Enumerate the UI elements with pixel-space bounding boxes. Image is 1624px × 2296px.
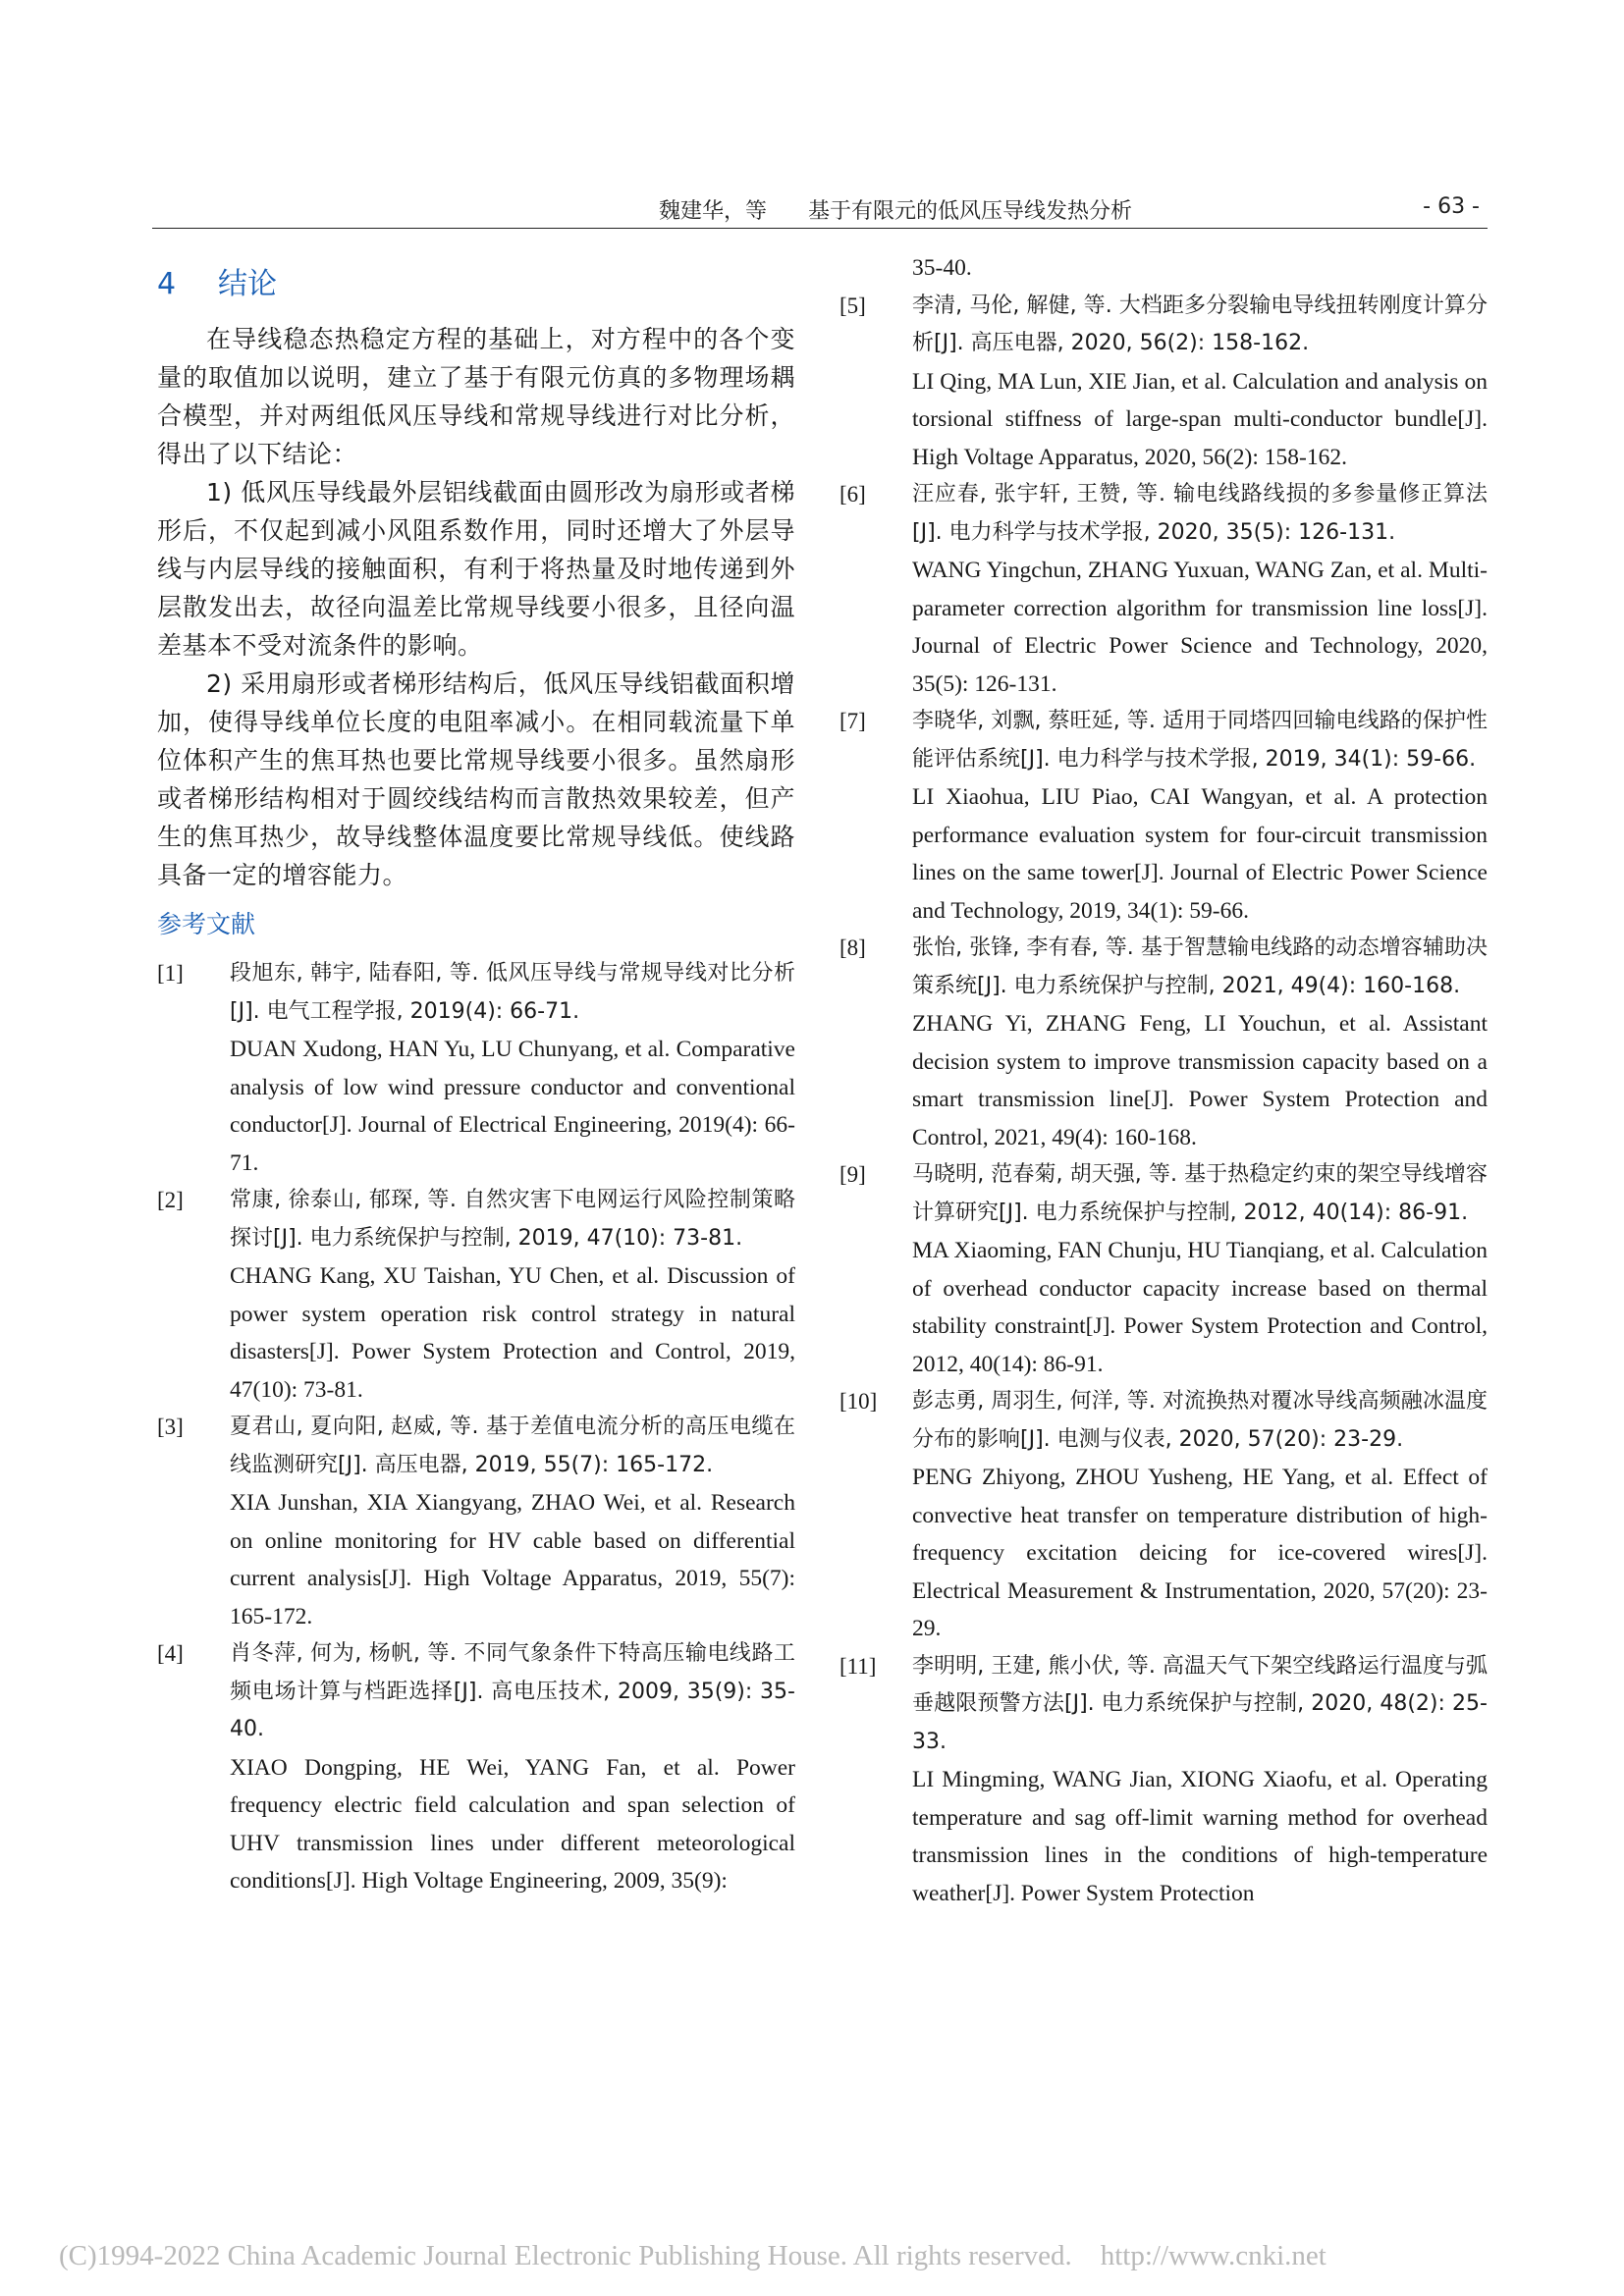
- reference-cn: 夏君山, 夏向阳, 赵威, 等. 基于差值电流分析的高压电缆在线监测研究[J]. 高压电器, 2019, 55(7): 165-172.: [230, 1415, 795, 1477]
- reference-item: [157, 1182, 795, 1409]
- reference-number: [7]: [839, 709, 866, 733]
- reference-en: CHANG Kang, XU Taishan, YU Chen, et al. Discussion of power system operation risk control strategy in natural disasters[J]. Power System Protection and Control, 2019, 47(10): 73-81.: [230, 1263, 795, 1403]
- right-column: [839, 255, 1488, 1912]
- reference-cn: 李晓华, 刘飘, 蔡旺延, 等. 适用于同塔四回输电线路的保护性能评估系统[J]. 电力科学与技术学报, 2019, 34(1): 59-66.: [912, 709, 1488, 772]
- section-number: 4: [157, 267, 177, 301]
- reference-en: LI Xiaohua, LIU Piao, CAI Wangyan, et al. A protection performance evaluation system for four-circuit transmission lines on the same tower[J]. Journal of Electric Power Science and Technology, 2019, 34(1): 59-66.: [912, 784, 1488, 924]
- section-title: 结论: [218, 267, 277, 301]
- reference-item: [839, 930, 1488, 1156]
- reference-cn: 李明明, 王建, 熊小伏, 等. 高温天气下架空线路运行温度与弧垂越限预警方法[J]. 电力系统保护与控制, 2020, 48(2): 25-33.: [912, 1653, 1488, 1754]
- reference-number: [4]: [157, 1641, 184, 1666]
- reference-en: WANG Yingchun, ZHANG Yuxuan, WANG Zan, et al. Multi-parameter correction algorithm for transmission line loss[J]. Journal of Electric Power Science and Technology, 2020, 35(5): 126-131.: [912, 558, 1488, 697]
- left-column: [157, 263, 795, 1900]
- reference-cn: 彭志勇, 周羽生, 何洋, 等. 对流换热对覆冰导线高频融冰温度分布的影响[J]. 电测与仪表, 2020, 57(20): 23-29.: [912, 1389, 1488, 1452]
- reference-number: [3]: [157, 1415, 184, 1439]
- reference-number: [2]: [157, 1188, 184, 1212]
- reference-cn: 肖冬萍, 何为, 杨帆, 等. 不同气象条件下特高压输电线路工频电场计算与档距选择[J]. 高电压技术, 2009, 35(9): 35-40.: [230, 1641, 795, 1741]
- reference-cn: 马晓明, 范春菊, 胡天强, 等. 基于热稳定约束的架空导线增容计算研究[J]. 电力系统保护与控制, 2012, 40(14): 86-91.: [912, 1162, 1488, 1225]
- reference-number: [9]: [839, 1162, 866, 1187]
- reference-number: [11]: [839, 1653, 877, 1679]
- header-center: [659, 194, 1132, 225]
- reference-en: PENG Zhiyong, ZHOU Yusheng, HE Yang, et al. Effect of convective heat transfer on temperature distribution of high-frequency excitation deicing for ice-covered wires[J]. Electrical Measurement & Instrumentation, 2020, 57(20): 23-29.: [912, 1465, 1488, 1641]
- paragraph: 在导线稳态热稳定方程的基础上，对方程中的各个变量的取值加以说明，建立了基于有限元仿真的多物理场耦合模型，并对两组低风压导线和常规导线进行对比分析，得出了以下结论：: [157, 325, 795, 468]
- reference-continuation: 35-40.: [912, 255, 972, 281]
- reference-en: MA Xiaoming, FAN Chunju, HU Tianqiang, et al. Calculation of overhead conductor capacity increase based on thermal stability constraint[J]. Power System Protection and Control, 2012, 40(14): 86-91.: [912, 1238, 1488, 1377]
- reference-en: LI Mingming, WANG Jian, XIONG Xiaofu, et al. Operating temperature and sag off-limit warning method for overhead transmission lines in the conditions of high-temperature weather[J]. Power System Protection: [912, 1767, 1488, 1906]
- reference-item: [839, 1648, 1488, 1913]
- paragraph: 1) 低风压导线最外层铝线截面由圆形改为扇形或者梯形后，不仅起到减小风阻系数作用，同时还增大了外层导线与内层导线的接触面积，有利于将热量及时地传递到外层散发出去，故径向温差比常规导线要小很多，且径向温差基本不受对流条件的影响。: [157, 478, 795, 660]
- reference-en: XIA Junshan, XIA Xiangyang, ZHAO Wei, et al. Research on online monitoring for HV cable based on differential current analysis[J]. High Voltage Apparatus, 2019, 55(7): 165-172.: [230, 1490, 795, 1629]
- reference-en: ZHANG Yi, ZHANG Feng, LI Youchun, et al. Assistant decision system to improve transmission capacity based on a smart transmission line[J]. Power System Protection and Control, 2021, 49(4): 160-168.: [912, 1011, 1488, 1150]
- reference-en: XIAO Dongping, HE Wei, YANG Fan, et al. Power frequency electric field calculation and span selection of UHV transmission lines under different meteorological conditions[J]. High Voltage Engineering, 2009, 35(9):: [230, 1754, 795, 1894]
- reference-item: [839, 1383, 1488, 1648]
- reference-item: [157, 955, 795, 1182]
- page-number: - 63 -: [1423, 194, 1480, 219]
- reference-item: [157, 1635, 795, 1900]
- header-authors: 魏建华，等: [659, 199, 768, 224]
- reference-cn: 段旭东, 韩宇, 陆春阳, 等. 低风压导线与常规导线对比分析[J]. 电气工程学报, 2019(4): 66-71.: [230, 961, 795, 1024]
- references-heading: 参考文献: [157, 910, 256, 938]
- reference-cn: 常康, 徐泰山, 郁琛, 等. 自然灾害下电网运行风险控制策略探讨[J]. 电力系统保护与控制, 2019, 47(10): 73-81.: [230, 1188, 795, 1251]
- reference-cn: 张怡, 张锋, 李有春, 等. 基于智慧输电线路的动态增容辅助决策系统[J]. 电力系统保护与控制, 2021, 49(4): 160-168.: [912, 935, 1488, 998]
- reference-en: DUAN Xudong, HAN Yu, LU Chunyang, et al. Comparative analysis of low wind pressure conductor and conventional conductor[J]. Journal of Electrical Engineering, 2019(4): 66-71.: [230, 1037, 795, 1176]
- reference-item: [839, 1156, 1488, 1383]
- reference-number: [1]: [157, 961, 184, 986]
- reference-item: [839, 288, 1488, 477]
- reference-en: LI Qing, MA Lun, XIE Jian, et al. Calculation and analysis on torsional stiffness of large-span multi-conductor bundle[J]. High Voltage Apparatus, 2020, 56(2): 158-162.: [912, 368, 1488, 470]
- reference-number: [10]: [839, 1389, 878, 1414]
- reference-number: [5]: [839, 293, 866, 318]
- reference-item: [839, 703, 1488, 930]
- copyright-footer: (C)1994-2022 China Academic Journal Electronic Publishing House. All rights reserved. http://www.cnki.net: [59, 2240, 1326, 2271]
- running-header: [152, 194, 1488, 229]
- header-title: 基于有限元的低风压导线发热分析: [807, 199, 1132, 224]
- reference-number: [6]: [839, 482, 866, 507]
- section-heading: [157, 263, 795, 306]
- reference-item: [839, 476, 1488, 703]
- paragraph: 2) 采用扇形或者梯形结构后，低风压导线铝截面积增加，使得导线单位长度的电阻率减小。在相同载流量下单位体积产生的焦耳热也要比常规导线要小很多。虽然扇形或者梯形结构相对于圆绞线结构而言散热效果较差，但产生的焦耳热少，故导线整体温度要比常规导线低。使线路具备一定的增容能力。: [157, 669, 795, 889]
- reference-cn: 李清, 马伦, 解健, 等. 大档距多分裂输电导线扭转刚度计算分析[J]. 高压电器, 2020, 56(2): 158-162.: [912, 293, 1488, 355]
- reference-item: [157, 1409, 795, 1635]
- reference-number: [8]: [839, 935, 866, 960]
- reference-cn: 汪应春, 张宇轩, 王赞, 等. 输电线路线损的多参量修正算法[J]. 电力科学与技术学报, 2020, 35(5): 126-131.: [912, 482, 1488, 545]
